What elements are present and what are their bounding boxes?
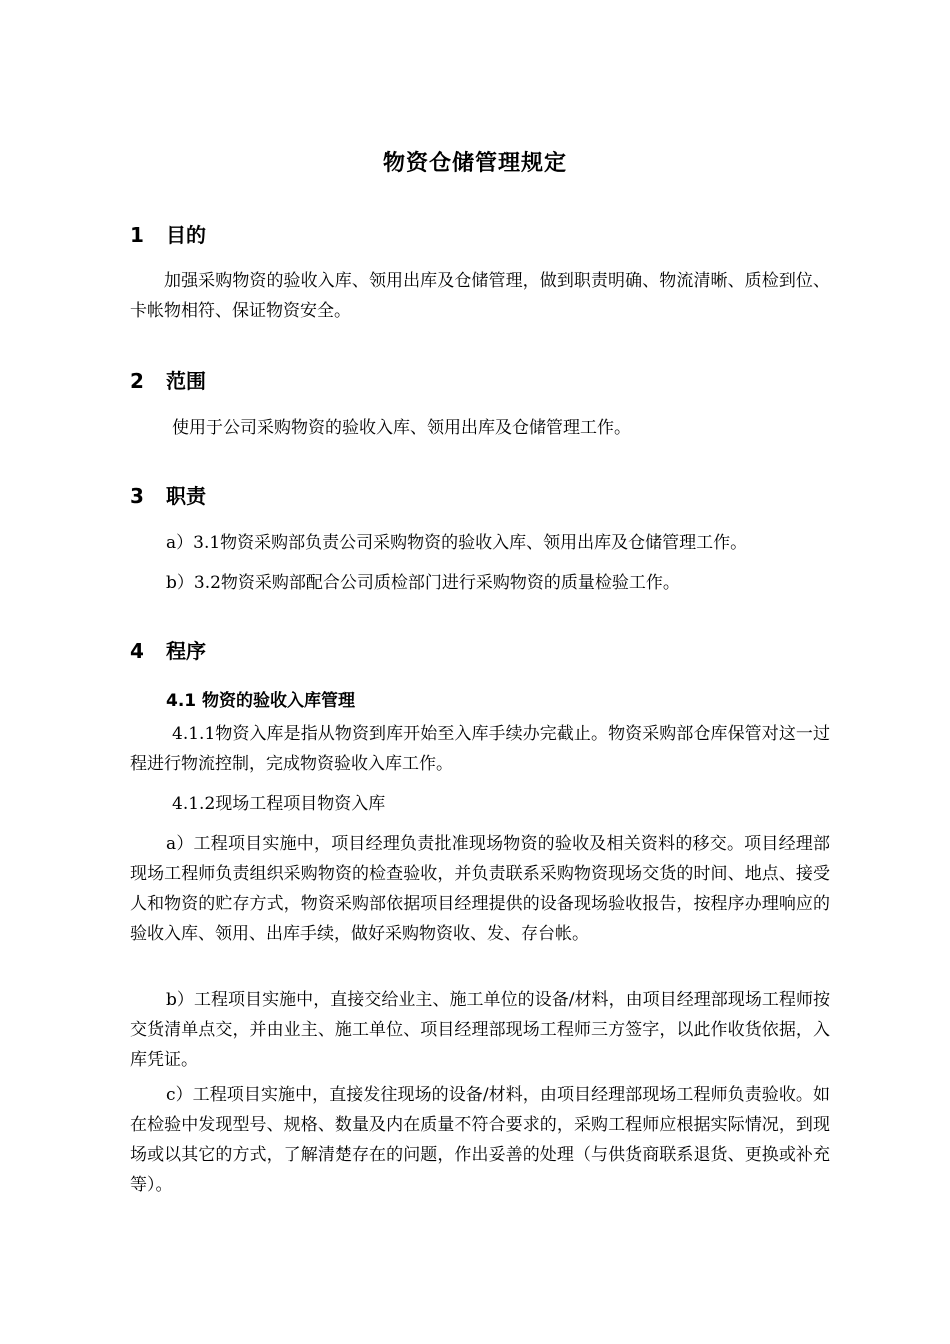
list-item-responsibility-a: a）3.1物资采购部负责公司采购物资的验收入库、领用出库及仓储管理工作。 <box>166 533 748 553</box>
list-item-responsibility-b: b）3.2物资采购部配合公司质检部门进行采购物资的质量检验工作。 <box>166 573 680 593</box>
section-title: 职责 <box>166 484 206 508</box>
section-heading-scope <box>130 365 206 394</box>
section-title: 范围 <box>166 369 206 393</box>
document-title: 物资仓储管理规定 <box>382 151 567 176</box>
paragraph-purpose: 加强采购物资的验收入库、领用出库及仓储管理，做到职责明确、物流清晰、质检到位、卡帐物相符、保证物资安全。 <box>130 271 830 321</box>
paragraph-4-1-2: 4.1.2现场工程项目物资入库 <box>172 794 386 814</box>
paragraph-scope: 使用于公司采购物资的验收入库、领用出库及仓储管理工作。 <box>172 418 631 438</box>
section-number: 2 <box>130 369 144 393</box>
section-number: 3 <box>130 484 144 508</box>
paragraph-item-c: c）工程项目实施中，直接发往现场的设备/材料，由项目经理部现场工程师负责验收。如在检验中发现型号、规格、数量及内在质量不符合要求的，采购工程师应根据实际情况，到现场或以其它的方式，了解清楚存在的问题，作出妥善的处理（与供货商联系退货、更换或补充等）。 <box>130 1085 830 1195</box>
paragraph-4-1-1: 4.1.1物资入库是指从物资到库开始至入库手续办完截止。物资采购部仓库保管对这一过程进行物流控制，完成物资验收入库工作。 <box>130 724 830 774</box>
section-heading-responsibility <box>130 480 206 509</box>
section-heading-purpose <box>130 219 206 248</box>
section-title: 程序 <box>166 639 206 663</box>
paragraph-item-a: a）工程项目实施中，项目经理负责批准现场物资的验收及相关资料的移交。项目经理部现场工程师负责组织采购物资的检查验收，并负责联系采购物资现场交货的时间、地点、接受人和物资的贮存方式，物资采购部依据项目经理提供的设备现场验收报告，按程序办理响应的验收入库、领用、出库手续，做好采购物资收、发、存台帐。 <box>130 834 830 944</box>
paragraph-item-b: b）工程项目实施中，直接交给业主、施工单位的设备/材料，由项目经理部现场工程师按交货清单点交，并由业主、施工单位、项目经理部现场工程师三方签字，以此作收货依据，入库凭证。 <box>130 990 830 1070</box>
section-number: 4 <box>130 639 144 663</box>
section-number: 1 <box>130 223 144 247</box>
subsection-heading: 4.1 物资的验收入库管理 <box>166 691 356 711</box>
section-title: 目的 <box>166 223 206 247</box>
section-heading-procedure <box>130 635 206 664</box>
